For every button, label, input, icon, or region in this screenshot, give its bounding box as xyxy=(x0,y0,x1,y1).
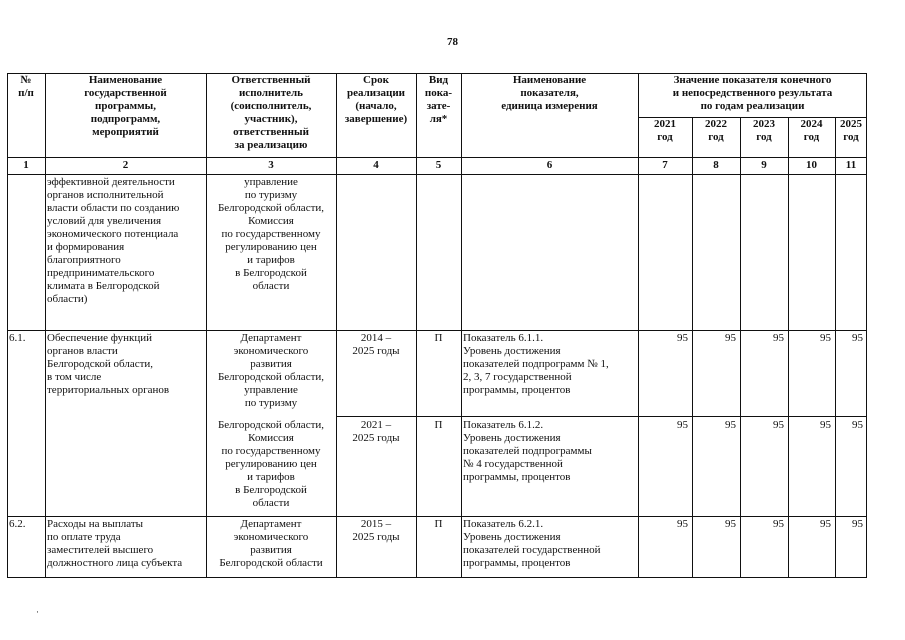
row-6-1-2-value-2022: 95 xyxy=(725,419,736,431)
colnum-2: 2 xyxy=(122,159,129,171)
colnum-5: 5 xyxy=(435,159,442,171)
col-border-10 xyxy=(835,117,836,578)
row-6-2-type: П xyxy=(434,518,443,530)
row-6-1-2-period: 2021 – 2025 годы xyxy=(352,419,400,444)
row-6-1-1-value-2024: 95 xyxy=(820,332,831,344)
row-6-1-1-period: 2014 – 2025 годы xyxy=(352,332,400,357)
colnum-6: 6 xyxy=(546,159,553,171)
col-border-5 xyxy=(461,73,462,578)
row-6-2-value-2023: 95 xyxy=(773,518,784,530)
colnum-1: 1 xyxy=(23,159,29,171)
row-6-1-bottom-rule xyxy=(7,516,867,517)
row-6-2-value-2024: 95 xyxy=(820,518,831,530)
header-year-2024: 2024 год xyxy=(800,118,823,143)
row-6-2-value-2021: 95 xyxy=(677,518,688,530)
col-border-4 xyxy=(416,73,417,578)
row-6-2-indicator: Показатель 6.2.1. Уровень достижения показателей государственной программы, процентов xyxy=(463,518,601,569)
row-6-2-num: 6.2. xyxy=(9,518,26,530)
col-border-11 xyxy=(866,73,867,578)
row-6-1-2-value-2025: 95 xyxy=(852,419,863,431)
row-6-1-2-value-2023: 95 xyxy=(773,419,784,431)
col-border-8 xyxy=(740,117,741,578)
row-6-1-1-value-2025: 95 xyxy=(852,332,863,344)
row-6-2-responsible: Департамент экономического развития Белгородской области xyxy=(219,518,323,569)
header-period: Срок реализации (начало, завершение) xyxy=(344,74,408,125)
continuation-responsible: управление по туризму Белгородской области, Комиссия по государственному регулированию цен и тарифов в Белгородской области xyxy=(217,176,325,292)
col-border-3 xyxy=(336,73,337,578)
header-year-2025: 2025 год xyxy=(840,118,862,143)
colnum-bottom-rule xyxy=(7,174,867,175)
col-border-2 xyxy=(206,73,207,578)
row-6-2-name: Расходы на выплаты по оплате труда заместителей высшего должностного лица субъекта xyxy=(47,518,183,569)
header-year-2021: 2021 год xyxy=(654,118,676,143)
header-num: № п/п xyxy=(18,74,34,99)
colnum-8: 8 xyxy=(713,159,719,171)
row-6-2-value-2022: 95 xyxy=(725,518,736,530)
colnum-11: 11 xyxy=(845,159,857,171)
col-border-7 xyxy=(692,117,693,578)
row-6-1-2-value-2024: 95 xyxy=(820,419,831,431)
document-table xyxy=(7,73,867,578)
values-header-divider xyxy=(638,117,867,118)
row-6-1-responsible-a: Департамент экономического развития Белгородской области, управление по туризму xyxy=(217,332,325,409)
header-responsible: Ответственный исполнитель (соисполнитель, участник), ответственный за реализацию xyxy=(230,74,312,151)
row-6-1-name: Обеспечение функций органов власти Белгородской области, в том числе территориальных органов xyxy=(47,332,170,396)
row-6-2-value-2025: 95 xyxy=(852,518,863,530)
row-6-1-num: 6.1. xyxy=(9,332,26,344)
table-bottom-border xyxy=(7,577,867,578)
header-year-2023: 2023 год xyxy=(753,118,775,143)
row-6-1-responsible-b: Белгородской области, Комиссия по государственному регулированию цен и тарифов в Белгородской области xyxy=(217,419,325,509)
col-border-0 xyxy=(7,73,8,578)
header-indicator-name: Наименование показателя, единица измерения xyxy=(501,74,598,112)
row-6-1-2-type: П xyxy=(434,419,443,431)
colnum-4: 4 xyxy=(373,159,379,171)
colnum-7: 7 xyxy=(662,159,668,171)
row-6-1-2-value-2021: 95 xyxy=(677,419,688,431)
continuation-bottom-rule xyxy=(7,330,867,331)
colnum-10: 10 xyxy=(806,159,817,171)
row-6-1-2-indicator: Показатель 6.1.2. Уровень достижения показателей подпрограммы № 4 государственной программы, процентов xyxy=(463,419,592,483)
colnum-9: 9 xyxy=(761,159,767,171)
header-year-2022: 2022 год xyxy=(705,118,727,143)
header-bottom-rule xyxy=(7,157,867,158)
col-border-6 xyxy=(638,73,639,578)
col-border-1 xyxy=(45,73,46,578)
row-6-1-1-value-2021: 95 xyxy=(677,332,688,344)
row-6-1-1-value-2023: 95 xyxy=(773,332,784,344)
table-top-border xyxy=(7,73,867,74)
header-indicator-type: Вид пока- зате- ля* xyxy=(424,74,453,125)
page-number: 78 xyxy=(447,36,458,48)
row-6-1-1-value-2022: 95 xyxy=(725,332,736,344)
header-program-name: Наименование государственной программы, подпрограмм, мероприятий xyxy=(84,74,167,138)
scan-speck: · xyxy=(36,607,39,617)
continuation-program-name: эффективной деятельности органов исполнительной власти области по созданию условий для увеличения экономического потенциала и формирования благоприятного предпринимательского климата в Белгородской области) xyxy=(47,176,180,305)
colnum-3: 3 xyxy=(268,159,274,171)
row-6-1-1-type: П xyxy=(434,332,443,344)
row-6-2-period: 2015 – 2025 годы xyxy=(352,518,400,543)
col-border-9 xyxy=(788,117,789,578)
row-6-1-1-indicator: Показатель 6.1.1. Уровень достижения показателей подпрограмм № 1, 2, 3, 7 государственной программы, процентов xyxy=(463,332,609,396)
header-values-group: Значение показателя конечного и непосредственного результата по годам реализации xyxy=(672,74,833,112)
